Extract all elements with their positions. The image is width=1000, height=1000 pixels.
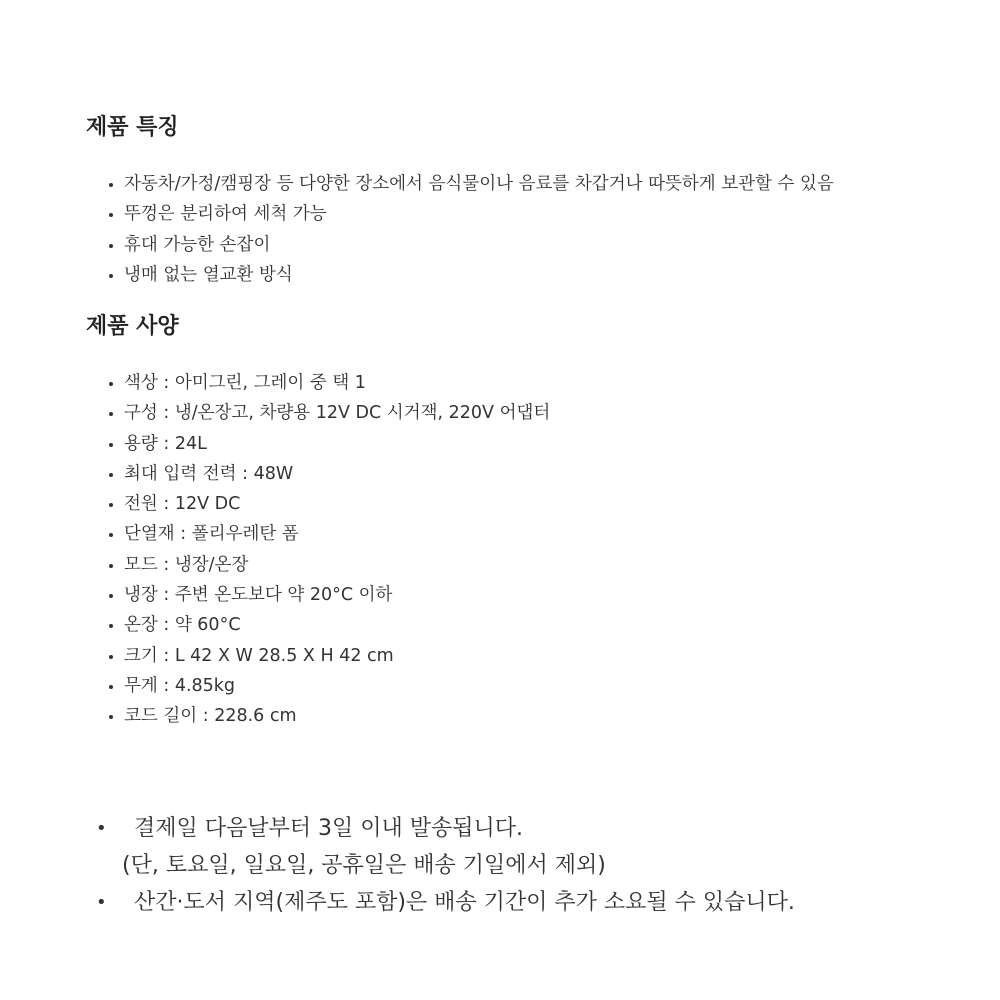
features-heading: 제품 특징 [86, 115, 179, 140]
spec-item: • 크기 : L 42 X W 28.5 X H 42 cm [124, 641, 550, 671]
features-list [104, 169, 834, 290]
feature-item: • 냉매 없는 열교환 방식 [124, 260, 834, 290]
shipping-remote-area-text: 산간·도서 지역(제주도 포함)은 배송 기간이 추가 소요될 수 있습니다. [134, 890, 795, 915]
shipping-item [96, 884, 795, 921]
specs-heading: 제품 사양 [86, 314, 179, 339]
bullet-glyph: • [96, 818, 107, 839]
spec-item: • 모드 : 냉장/온장 [124, 550, 550, 580]
spec-item: • 용량 : 24L [124, 429, 550, 459]
spec-item: • 무게 : 4.85kg [124, 671, 550, 701]
feature-item: • 뚜껑은 분리하여 세척 가능 [124, 199, 834, 229]
shipping-exception-text: (단, 토요일, 일요일, 공휴일은 배송 기일에서 제외) [122, 853, 606, 878]
spec-item: • 전원 : 12V DC [124, 489, 550, 519]
bullet-glyph: • [96, 892, 107, 913]
spec-item: • 냉장 : 주변 온도보다 약 20°C 이하 [124, 580, 550, 610]
shipping-item [96, 810, 795, 884]
spec-item: • 구성 : 냉/온장고, 차량용 12V DC 시거잭, 220V 어댑터 [124, 398, 550, 428]
shipping-dispatch-text: 결제일 다음날부터 3일 이내 발송됩니다. [134, 816, 523, 841]
spec-item: • 색상 : 아미그린, 그레이 중 택 1 [124, 368, 550, 398]
feature-item: • 자동차/가정/캠핑장 등 다양한 장소에서 음식물이나 음료를 차갑거나 따뜻하게 보관할 수 있음 [124, 169, 834, 199]
spec-item: • 온장 : 약 60°C [124, 610, 550, 640]
shipping-notice [96, 810, 795, 921]
spec-item: • 단열재 : 폴리우레탄 폼 [124, 519, 550, 549]
specs-list [104, 368, 550, 732]
spec-item: • 최대 입력 전력 : 48W [124, 459, 550, 489]
spec-item: • 코드 길이 : 228.6 cm [124, 701, 550, 731]
feature-item: • 휴대 가능한 손잡이 [124, 230, 834, 260]
